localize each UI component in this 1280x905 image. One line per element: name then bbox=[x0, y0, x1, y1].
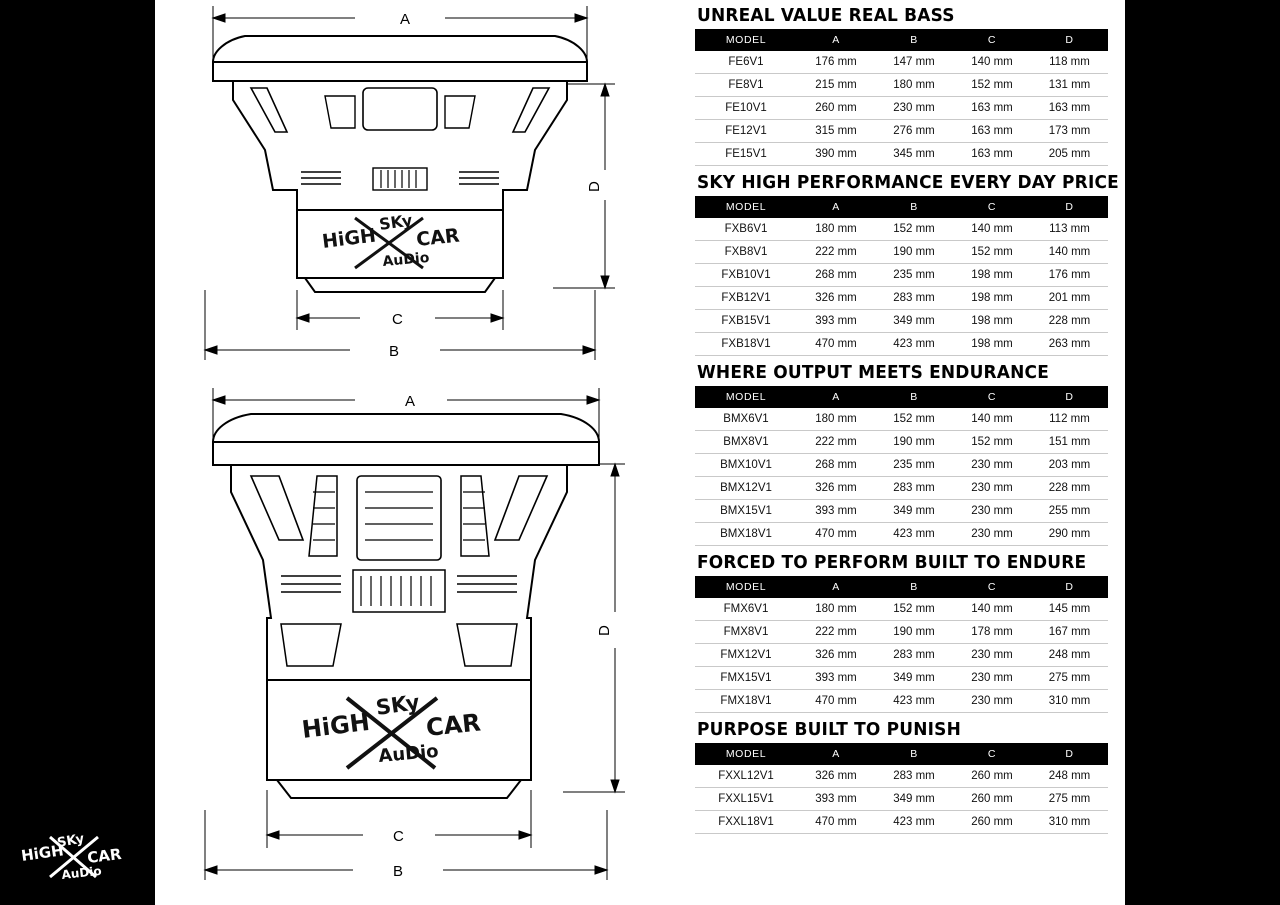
spec-table bbox=[695, 386, 1108, 546]
table-row bbox=[695, 811, 1108, 834]
cell-b: 349 mm bbox=[875, 667, 953, 690]
cell-d: 167 mm bbox=[1031, 621, 1108, 644]
col-c: C bbox=[953, 576, 1031, 598]
table-row bbox=[695, 74, 1108, 97]
col-model: MODEL bbox=[695, 743, 797, 765]
cell-d: 248 mm bbox=[1031, 765, 1108, 788]
col-d: D bbox=[1031, 196, 1108, 218]
col-b: B bbox=[875, 576, 953, 598]
cell-model: FXB15V1 bbox=[695, 310, 797, 333]
cell-d: 275 mm bbox=[1031, 667, 1108, 690]
table-row bbox=[695, 218, 1108, 241]
cell-b: 190 mm bbox=[875, 241, 953, 264]
cell-c: 198 mm bbox=[953, 310, 1031, 333]
cell-model: FMX6V1 bbox=[695, 598, 797, 621]
cell-c: 260 mm bbox=[953, 765, 1031, 788]
cell-b: 147 mm bbox=[875, 51, 953, 74]
col-b: B bbox=[875, 743, 953, 765]
spec-block-fe bbox=[695, 6, 1120, 166]
table-row bbox=[695, 97, 1108, 120]
cell-a: 470 mm bbox=[797, 690, 875, 713]
cell-d: 310 mm bbox=[1031, 811, 1108, 834]
spec-block-fmx bbox=[695, 553, 1120, 713]
cell-c: 198 mm bbox=[953, 287, 1031, 310]
cell-b: 423 mm bbox=[875, 811, 953, 834]
top-drawing bbox=[155, 0, 675, 380]
cell-a: 393 mm bbox=[797, 667, 875, 690]
cell-a: 180 mm bbox=[797, 408, 875, 431]
cell-model: FXXL12V1 bbox=[695, 765, 797, 788]
cell-d: 173 mm bbox=[1031, 120, 1108, 143]
table-row bbox=[695, 523, 1108, 546]
table-row bbox=[695, 500, 1108, 523]
cell-model: FE6V1 bbox=[695, 51, 797, 74]
cell-b: 283 mm bbox=[875, 477, 953, 500]
cell-model: FXXL15V1 bbox=[695, 788, 797, 811]
table-row bbox=[695, 667, 1108, 690]
cell-a: 180 mm bbox=[797, 218, 875, 241]
col-c: C bbox=[953, 196, 1031, 218]
cell-b: 349 mm bbox=[875, 310, 953, 333]
table-title: WHERE OUTPUT MEETS ENDURANCE bbox=[697, 363, 1049, 383]
cell-d: 310 mm bbox=[1031, 690, 1108, 713]
spec-sheet bbox=[155, 0, 1125, 905]
table-header-row bbox=[695, 576, 1108, 598]
col-model: MODEL bbox=[695, 29, 797, 51]
cell-c: 230 mm bbox=[953, 477, 1031, 500]
cell-b: 235 mm bbox=[875, 264, 953, 287]
cell-model: BMX15V1 bbox=[695, 500, 797, 523]
cell-model: FE8V1 bbox=[695, 74, 797, 97]
table-row bbox=[695, 333, 1108, 356]
label-d-bottom: D bbox=[596, 625, 613, 636]
cell-a: 222 mm bbox=[797, 621, 875, 644]
cell-a: 393 mm bbox=[797, 788, 875, 811]
cell-c: 230 mm bbox=[953, 690, 1031, 713]
label-c-bottom: C bbox=[393, 828, 404, 845]
cell-model: BMX12V1 bbox=[695, 477, 797, 500]
cell-d: 151 mm bbox=[1031, 431, 1108, 454]
cell-a: 326 mm bbox=[797, 477, 875, 500]
cell-model: BMX8V1 bbox=[695, 431, 797, 454]
table-title: SKY HIGH PERFORMANCE EVERY DAY PRICE bbox=[697, 173, 1119, 193]
cell-a: 393 mm bbox=[797, 500, 875, 523]
cell-c: 230 mm bbox=[953, 454, 1031, 477]
spec-table bbox=[695, 196, 1108, 356]
cell-a: 470 mm bbox=[797, 523, 875, 546]
spec-block-fxxl bbox=[695, 720, 1120, 834]
cell-b: 152 mm bbox=[875, 408, 953, 431]
cell-d: 248 mm bbox=[1031, 644, 1108, 667]
cell-d: 255 mm bbox=[1031, 500, 1108, 523]
cell-b: 190 mm bbox=[875, 431, 953, 454]
cell-d: 205 mm bbox=[1031, 143, 1108, 166]
spec-block-bmx bbox=[695, 363, 1120, 546]
cell-c: 140 mm bbox=[953, 51, 1031, 74]
table-row bbox=[695, 788, 1108, 811]
col-d: D bbox=[1031, 29, 1108, 51]
table-title: UNREAL VALUE REAL BASS bbox=[697, 6, 955, 26]
cell-a: 222 mm bbox=[797, 241, 875, 264]
col-b: B bbox=[875, 29, 953, 51]
cell-c: 152 mm bbox=[953, 431, 1031, 454]
cell-model: FMX12V1 bbox=[695, 644, 797, 667]
cell-model: FXB12V1 bbox=[695, 287, 797, 310]
table-row bbox=[695, 598, 1108, 621]
svg-text:SKy: SKy bbox=[377, 210, 414, 234]
cell-b: 423 mm bbox=[875, 690, 953, 713]
cell-a: 215 mm bbox=[797, 74, 875, 97]
cell-model: FE15V1 bbox=[695, 143, 797, 166]
table-title: PURPOSE BUILT TO PUNISH bbox=[697, 720, 962, 740]
cell-c: 163 mm bbox=[953, 143, 1031, 166]
cell-b: 230 mm bbox=[875, 97, 953, 120]
cell-b: 152 mm bbox=[875, 218, 953, 241]
table-row bbox=[695, 454, 1108, 477]
cell-c: 163 mm bbox=[953, 120, 1031, 143]
col-c: C bbox=[953, 386, 1031, 408]
col-d: D bbox=[1031, 386, 1108, 408]
cell-d: 112 mm bbox=[1031, 408, 1108, 431]
cell-d: 176 mm bbox=[1031, 264, 1108, 287]
table-row bbox=[695, 690, 1108, 713]
col-c: C bbox=[953, 743, 1031, 765]
cell-model: FXB6V1 bbox=[695, 218, 797, 241]
cell-c: 163 mm bbox=[953, 97, 1031, 120]
cell-b: 283 mm bbox=[875, 287, 953, 310]
cell-d: 118 mm bbox=[1031, 51, 1108, 74]
cell-b: 349 mm bbox=[875, 788, 953, 811]
table-row bbox=[695, 264, 1108, 287]
label-a-bottom: A bbox=[405, 393, 416, 410]
cell-model: FMX18V1 bbox=[695, 690, 797, 713]
cell-b: 152 mm bbox=[875, 598, 953, 621]
cell-c: 152 mm bbox=[953, 241, 1031, 264]
col-model: MODEL bbox=[695, 576, 797, 598]
cell-model: BMX10V1 bbox=[695, 454, 797, 477]
cell-d: 140 mm bbox=[1031, 241, 1108, 264]
cell-model: FXB8V1 bbox=[695, 241, 797, 264]
svg-text:AuDio: AuDio bbox=[377, 740, 440, 767]
cell-c: 152 mm bbox=[953, 74, 1031, 97]
cell-d: 275 mm bbox=[1031, 788, 1108, 811]
cell-b: 276 mm bbox=[875, 120, 953, 143]
label-b-top: B bbox=[389, 343, 400, 360]
cell-c: 140 mm bbox=[953, 408, 1031, 431]
cell-model: FE12V1 bbox=[695, 120, 797, 143]
cell-d: 113 mm bbox=[1031, 218, 1108, 241]
svg-text:CAR: CAR bbox=[415, 224, 461, 251]
cell-b: 235 mm bbox=[875, 454, 953, 477]
cell-c: 230 mm bbox=[953, 644, 1031, 667]
svg-text:CAR: CAR bbox=[86, 844, 123, 867]
cell-a: 326 mm bbox=[797, 644, 875, 667]
cell-d: 290 mm bbox=[1031, 523, 1108, 546]
cell-b: 423 mm bbox=[875, 523, 953, 546]
spec-table bbox=[695, 743, 1108, 834]
svg-text:AuDio: AuDio bbox=[60, 863, 103, 882]
table-title: FORCED TO PERFORM BUILT TO ENDURE bbox=[697, 553, 1087, 573]
cell-b: 345 mm bbox=[875, 143, 953, 166]
col-a: A bbox=[797, 576, 875, 598]
table-row bbox=[695, 287, 1108, 310]
cell-b: 423 mm bbox=[875, 333, 953, 356]
svg-text:HiGH: HiGH bbox=[20, 841, 65, 865]
table-header-row bbox=[695, 386, 1108, 408]
table-header-row bbox=[695, 743, 1108, 765]
cell-a: 470 mm bbox=[797, 811, 875, 834]
col-b: B bbox=[875, 386, 953, 408]
table-row bbox=[695, 765, 1108, 788]
table-row bbox=[695, 143, 1108, 166]
col-a: A bbox=[797, 386, 875, 408]
cell-c: 198 mm bbox=[953, 333, 1031, 356]
cell-b: 349 mm bbox=[875, 500, 953, 523]
cell-c: 178 mm bbox=[953, 621, 1031, 644]
table-row bbox=[695, 477, 1108, 500]
cell-d: 263 mm bbox=[1031, 333, 1108, 356]
svg-text:SKy: SKy bbox=[374, 690, 422, 720]
cell-a: 268 mm bbox=[797, 454, 875, 477]
bottom-drawing bbox=[155, 380, 675, 905]
table-row bbox=[695, 431, 1108, 454]
cell-model: BMX18V1 bbox=[695, 523, 797, 546]
cell-model: FE10V1 bbox=[695, 97, 797, 120]
table-row bbox=[695, 310, 1108, 333]
cell-model: FMX15V1 bbox=[695, 667, 797, 690]
cell-d: 201 mm bbox=[1031, 287, 1108, 310]
svg-text:SKy: SKy bbox=[56, 831, 86, 851]
cell-a: 268 mm bbox=[797, 264, 875, 287]
col-a: A bbox=[797, 196, 875, 218]
spec-table-column bbox=[695, 0, 1120, 841]
brand-logo bbox=[18, 819, 143, 891]
table-row bbox=[695, 241, 1108, 264]
col-a: A bbox=[797, 29, 875, 51]
cell-model: FMX8V1 bbox=[695, 621, 797, 644]
cell-c: 230 mm bbox=[953, 523, 1031, 546]
label-a-top: A bbox=[400, 11, 411, 28]
svg-text:HiGH: HiGH bbox=[300, 707, 372, 744]
col-model: MODEL bbox=[695, 196, 797, 218]
svg-text:CAR: CAR bbox=[424, 708, 482, 742]
cell-b: 283 mm bbox=[875, 765, 953, 788]
table-row bbox=[695, 644, 1108, 667]
cell-b: 190 mm bbox=[875, 621, 953, 644]
cell-a: 326 mm bbox=[797, 287, 875, 310]
col-d: D bbox=[1031, 743, 1108, 765]
cell-d: 163 mm bbox=[1031, 97, 1108, 120]
cell-model: BMX6V1 bbox=[695, 408, 797, 431]
col-c: C bbox=[953, 29, 1031, 51]
cell-d: 228 mm bbox=[1031, 477, 1108, 500]
cell-d: 228 mm bbox=[1031, 310, 1108, 333]
cell-a: 180 mm bbox=[797, 598, 875, 621]
cell-a: 470 mm bbox=[797, 333, 875, 356]
svg-text:AuDio: AuDio bbox=[381, 249, 431, 270]
cell-d: 131 mm bbox=[1031, 74, 1108, 97]
cell-c: 198 mm bbox=[953, 264, 1031, 287]
cell-a: 222 mm bbox=[797, 431, 875, 454]
cell-a: 260 mm bbox=[797, 97, 875, 120]
cell-d: 145 mm bbox=[1031, 598, 1108, 621]
table-header-row bbox=[695, 29, 1108, 51]
cell-a: 176 mm bbox=[797, 51, 875, 74]
cell-b: 283 mm bbox=[875, 644, 953, 667]
table-row bbox=[695, 51, 1108, 74]
col-model: MODEL bbox=[695, 386, 797, 408]
drawing-column bbox=[155, 0, 675, 905]
table-row bbox=[695, 621, 1108, 644]
label-b-bottom: B bbox=[393, 863, 404, 880]
cell-c: 230 mm bbox=[953, 500, 1031, 523]
cell-model: FXB10V1 bbox=[695, 264, 797, 287]
table-header-row bbox=[695, 196, 1108, 218]
cell-a: 390 mm bbox=[797, 143, 875, 166]
cell-b: 180 mm bbox=[875, 74, 953, 97]
cell-c: 140 mm bbox=[953, 598, 1031, 621]
spec-block-fxb bbox=[695, 173, 1120, 356]
cell-c: 230 mm bbox=[953, 667, 1031, 690]
label-d-top: D bbox=[586, 181, 603, 192]
cell-a: 315 mm bbox=[797, 120, 875, 143]
col-a: A bbox=[797, 743, 875, 765]
spec-table bbox=[695, 29, 1108, 166]
col-d: D bbox=[1031, 576, 1108, 598]
col-b: B bbox=[875, 196, 953, 218]
cell-model: FXB18V1 bbox=[695, 333, 797, 356]
label-c-top: C bbox=[392, 311, 403, 328]
table-row bbox=[695, 120, 1108, 143]
table-row bbox=[695, 408, 1108, 431]
cell-c: 140 mm bbox=[953, 218, 1031, 241]
spec-table bbox=[695, 576, 1108, 713]
cell-c: 260 mm bbox=[953, 811, 1031, 834]
svg-text:HiGH: HiGH bbox=[320, 224, 378, 253]
cell-a: 326 mm bbox=[797, 765, 875, 788]
cell-c: 260 mm bbox=[953, 788, 1031, 811]
cell-a: 393 mm bbox=[797, 310, 875, 333]
cell-d: 203 mm bbox=[1031, 454, 1108, 477]
cell-model: FXXL18V1 bbox=[695, 811, 797, 834]
